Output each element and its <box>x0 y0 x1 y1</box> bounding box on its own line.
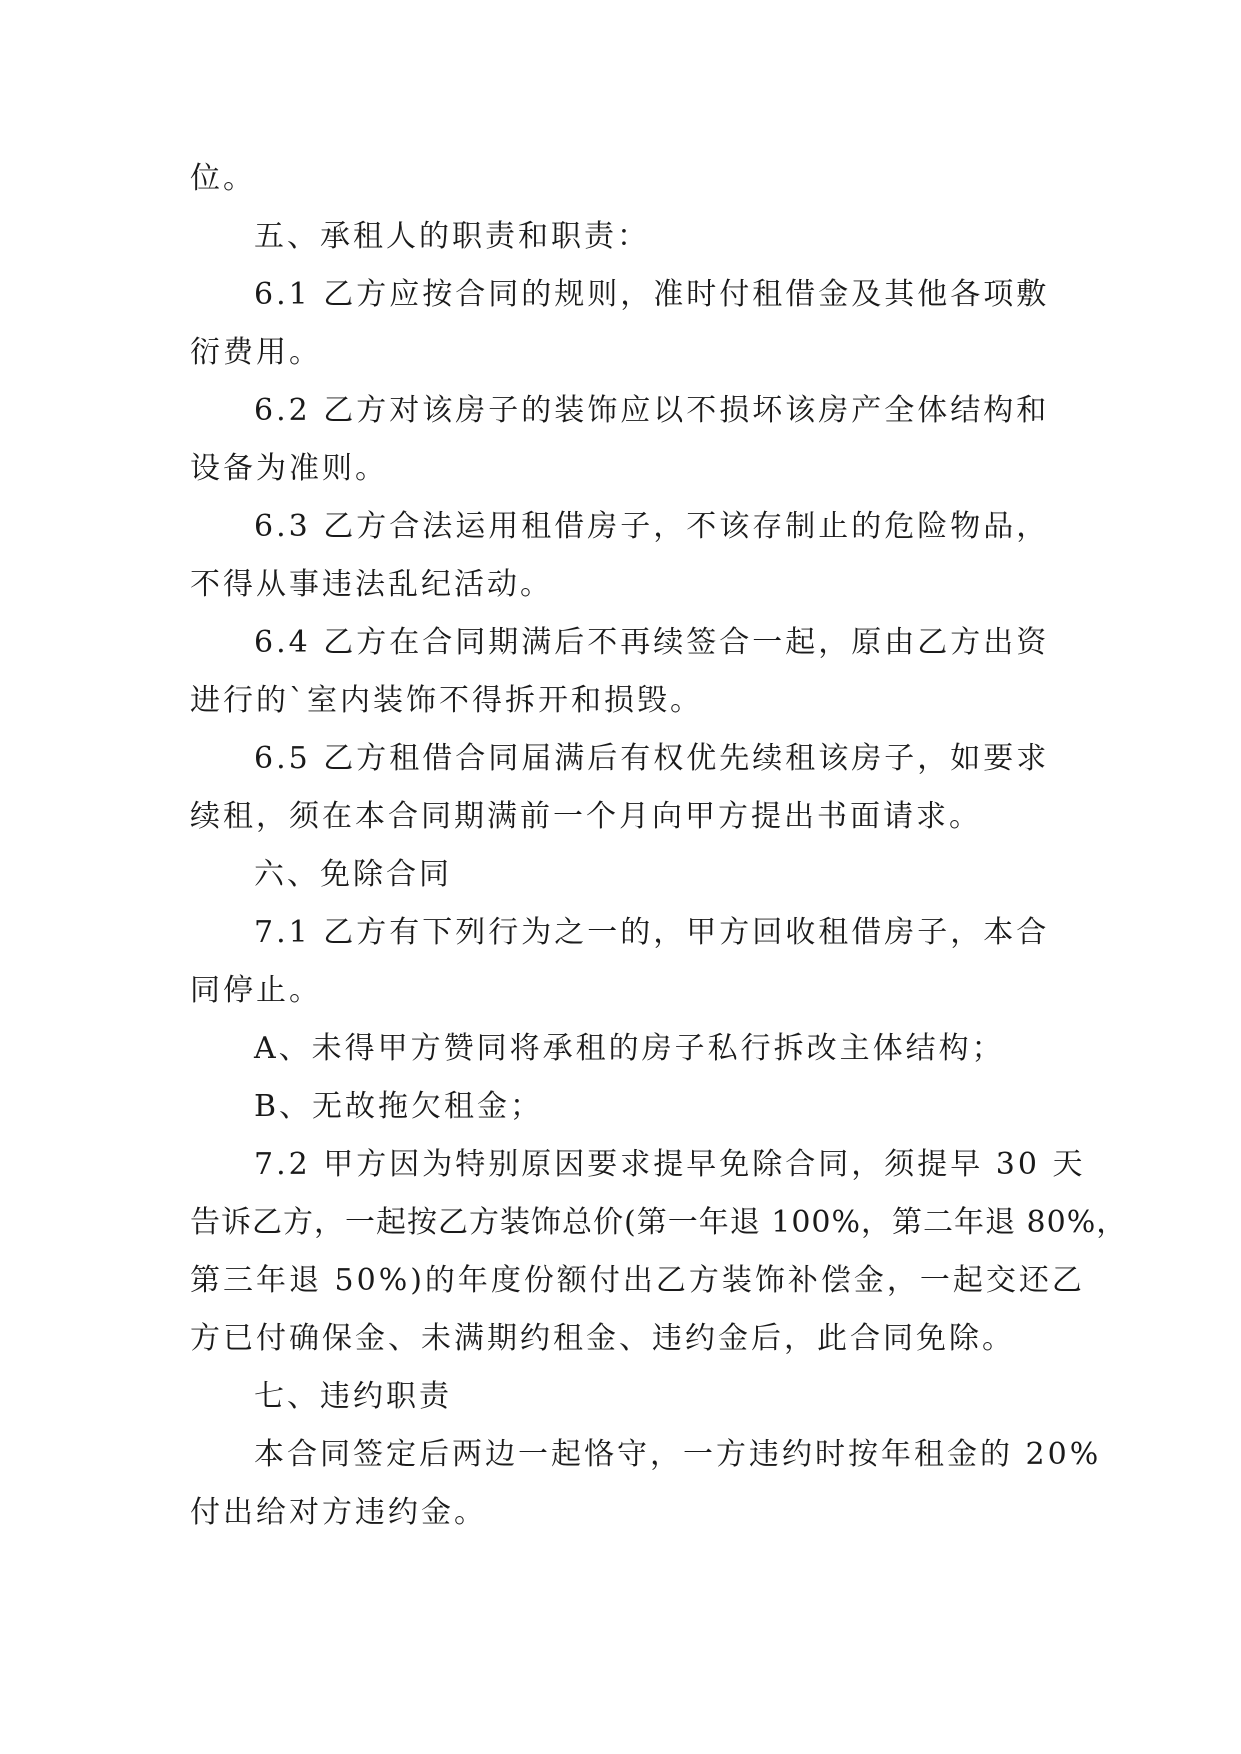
text-line: 告诉乙方，一起按乙方装饰总价(第一年退 100%，第二年退 80%， <box>190 1205 1128 1240</box>
text-line: 不得从事违法乱纪活动。 <box>190 567 553 602</box>
text-line: 方已付确保金、未满期约租金、违约金后，此合同免除。 <box>190 1321 1015 1356</box>
contract-text-block <box>190 150 1128 1542</box>
text-line: 付出给对方违约金。 <box>190 1495 487 1530</box>
text-line: 第三年退 50%)的年度份额付出乙方装饰补偿金，一起交还乙 <box>190 1263 1085 1298</box>
text-line: 进行的`室内装饰不得拆开和损毁。 <box>190 683 703 718</box>
clause-7-1-line: 7.1 乙方有下列行为之一的，甲方回收租借房子，本合 <box>254 915 1050 950</box>
section-heading-tenant-duties: 五、承租人的职责和职责： <box>254 219 650 254</box>
clause-6-1-line: 6.1 乙方应按合同的规则，准时付租借金及其他各项敷 <box>254 277 1050 312</box>
section-heading-termination: 六、免除合同 <box>254 857 452 892</box>
clause-6-5-line: 6.5 乙方租借合同届满后有权优先续租该房子，如要求 <box>254 741 1050 776</box>
section-heading-breach: 七、违约职责 <box>254 1379 452 1414</box>
text-line: 续租，须在本合同期满前一个月向甲方提出书面请求。 <box>190 799 982 834</box>
text-line: 衍费用。 <box>190 335 322 370</box>
text-line: 设备为准则。 <box>190 451 388 486</box>
text-line: 同停止。 <box>190 973 322 1008</box>
clause-7-2-line: 7.2 甲方因为特别原因要求提早免除合同，须提早 30 天 <box>254 1147 1086 1182</box>
breach-clause-line: 本合同签定后两边一起恪守，一方违约时按年租金的 20% <box>254 1437 1102 1472</box>
text-line: 位。 <box>190 161 256 196</box>
item-a-line: A、未得甲方赞同将承租的房子私行拆改主体结构； <box>254 1031 1005 1066</box>
clause-6-3-line: 6.3 乙方合法运用租借房子，不该存制止的危险物品， <box>254 509 1050 544</box>
clause-6-2-line: 6.2 乙方对该房子的装饰应以不损坏该房产全体结构和 <box>254 393 1050 428</box>
clause-6-4-line: 6.4 乙方在合同期满后不再续签合一起，原由乙方出资 <box>254 625 1050 660</box>
item-b-line: B、无故拖欠租金； <box>254 1089 544 1124</box>
